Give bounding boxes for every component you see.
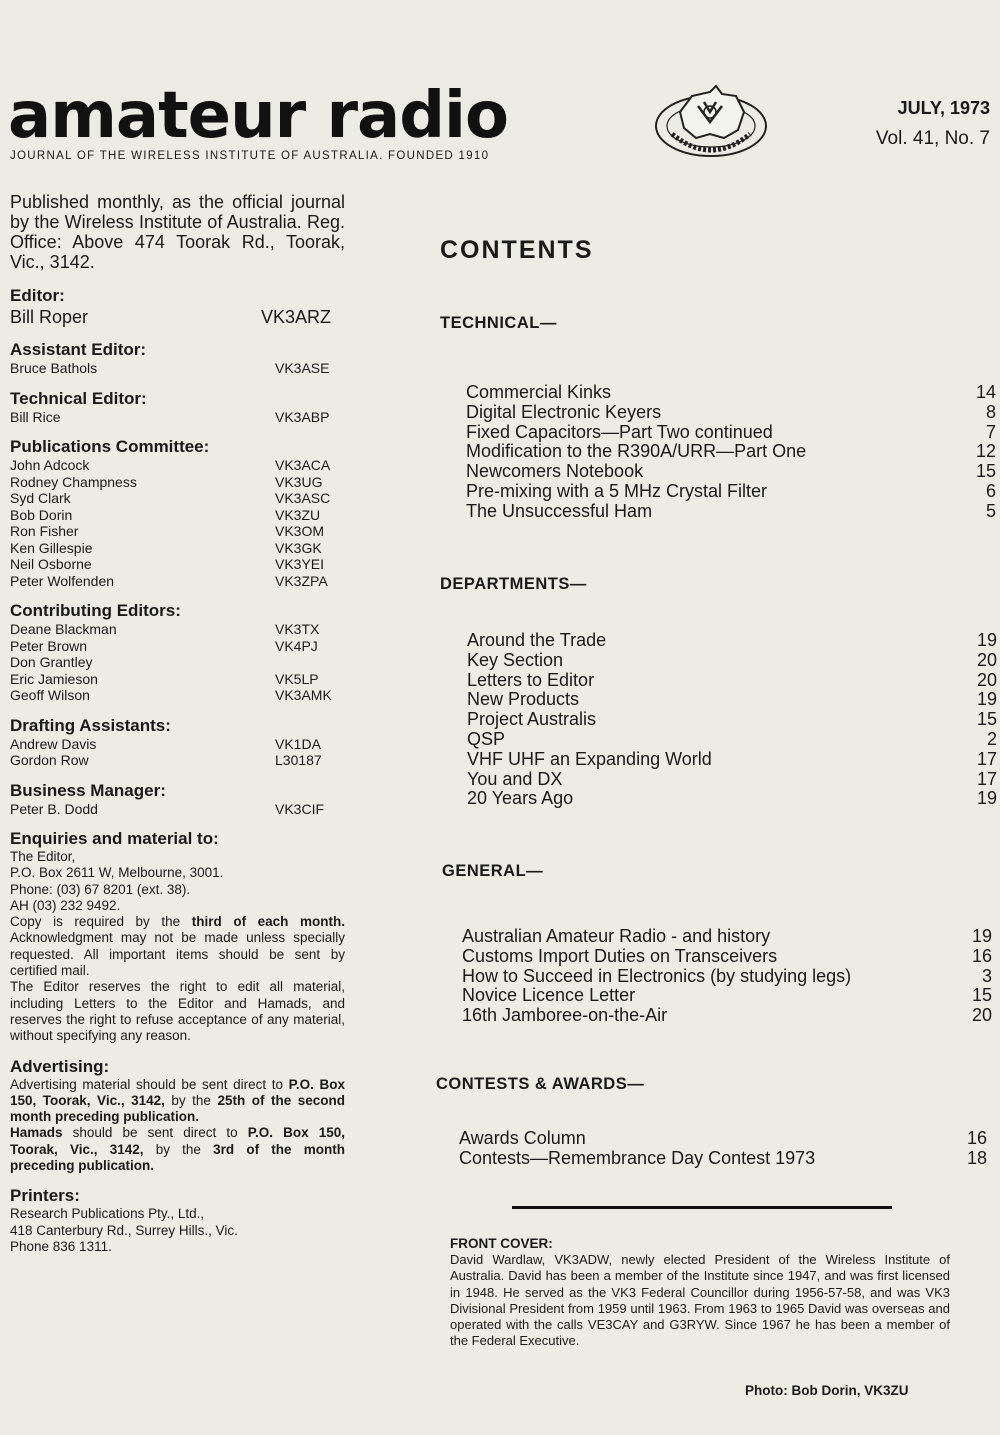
technical-editor-section	[10, 389, 345, 426]
staff-call: VK3OM	[275, 523, 325, 539]
entry-page: 16	[971, 945, 992, 966]
staff-call	[275, 654, 345, 671]
entry-page: 8	[985, 401, 996, 422]
entry-title: Customs Import Duties on Transceivers	[462, 945, 778, 966]
text-run-bold: P.O. Box 150, Toorak, Vic., 3142,	[10, 1076, 345, 1108]
entry-title: The Unsuccessful Ham	[466, 500, 653, 521]
entry-page: 12	[975, 441, 996, 462]
entry-page: 19	[976, 630, 997, 650]
staff-call: VK1DA	[275, 735, 321, 752]
entry-page: 19	[976, 689, 997, 710]
masthead-title: amateur radio	[8, 79, 508, 153]
staff-row	[10, 457, 345, 474]
copy-deadline-note	[10, 914, 345, 979]
entry-page: 7	[985, 421, 996, 442]
staff-row	[10, 306, 345, 328]
entry-title: Letters to Editor	[467, 669, 595, 690]
section-heading: Contributing Editors:	[10, 601, 181, 620]
toc-entry[interactable]	[466, 383, 996, 403]
printers-section	[10, 1186, 345, 1255]
entry-title: Novice Licence Letter	[462, 985, 636, 1006]
entry-title: Awards Column	[459, 1128, 586, 1148]
entry-title: Digital Electronic Keyers	[466, 401, 662, 422]
entry-title: Commercial Kinks	[466, 382, 612, 402]
toc-entry[interactable]	[459, 1129, 987, 1149]
toc-entry[interactable]	[466, 462, 996, 482]
entry-page: 3	[981, 965, 992, 986]
staff-call: VK3ASC	[275, 490, 331, 506]
staff-name: Bill Roper	[10, 307, 89, 327]
toc-entry[interactable]	[467, 671, 997, 691]
printer-line: 418 Canterbury Rd., Surrey Hills., Vic.	[10, 1222, 238, 1238]
entry-page: 15	[975, 461, 996, 482]
text-run: Acknowledgment may not be made unless specially requested. All important items should be sent by certified mail.	[10, 930, 345, 979]
staff-row	[10, 736, 345, 753]
text-run-bold: Hamads	[10, 1125, 63, 1141]
printer-line: Research Publications Pty., Ltd.,	[10, 1206, 205, 1222]
entry-page: 5	[985, 500, 996, 521]
text-run-bold: 25th of the second month preceding publication.	[10, 1092, 346, 1125]
staff-name: Ken Gillespie	[10, 539, 93, 556]
text-run: Copy is required by the	[10, 914, 192, 930]
staff-row	[10, 671, 345, 688]
entry-page: 16	[966, 1128, 987, 1148]
entry-title: VHF UHF an Expanding World	[467, 748, 712, 769]
printer-line: Phone 836 1311.	[10, 1238, 112, 1254]
staff-row	[10, 573, 345, 590]
staff-row	[10, 540, 345, 557]
staff-name: Ron Fisher	[10, 523, 79, 539]
issue-volume: Vol. 41, No. 7	[875, 128, 990, 149]
staff-row	[10, 801, 345, 818]
toc-entry[interactable]	[462, 986, 992, 1006]
toc-entry[interactable]	[467, 789, 997, 809]
staff-row	[10, 687, 345, 704]
staff-call: VK3ASE	[275, 360, 330, 376]
entry-page: 20	[971, 1005, 992, 1026]
address-line: The Editor,	[10, 849, 76, 864]
issue-date: JULY, 1973	[897, 98, 990, 118]
address-line: P.O. Box 2611 W, Melbourne, 3001.	[10, 865, 224, 881]
staff-name: Deane Blackman	[10, 621, 117, 637]
entry-page: 19	[971, 926, 992, 946]
section-heading: Publications Committee:	[10, 437, 210, 456]
staff-call: VK4PJ	[275, 637, 318, 654]
staff-row	[10, 474, 345, 491]
divider-rule	[512, 1206, 892, 1209]
entry-title: 16th Jamboree-on-the-Air	[462, 1005, 668, 1026]
text-run: by the	[164, 1092, 218, 1108]
entry-title: New Products	[467, 689, 580, 710]
editor-section	[10, 286, 345, 328]
staff-call: L30187	[275, 752, 322, 768]
staff-name: Don Grantley	[10, 654, 93, 670]
entry-page: 17	[976, 768, 997, 789]
front-cover-heading: FRONT COVER:	[450, 1236, 553, 1251]
staff-call: VK3GK	[275, 539, 322, 556]
masthead-column	[10, 192, 345, 1267]
staff-name: Andrew Davis	[10, 735, 97, 752]
entry-page: 17	[976, 748, 997, 769]
staff-call: VK3ACA	[275, 457, 331, 473]
toc-entry[interactable]	[467, 770, 997, 790]
toc-entry[interactable]	[467, 710, 997, 730]
contests-list	[459, 1129, 987, 1169]
text-run: should be sent direct to	[62, 1125, 248, 1141]
staff-name: John Adcock	[10, 457, 90, 473]
category-technical: TECHNICAL—	[440, 314, 557, 332]
staff-call: VK3ZPA	[275, 572, 328, 589]
staff-call: VK3AMK	[275, 687, 332, 703]
entry-page: 2	[986, 728, 997, 749]
entry-title: Australian Amateur Radio - and history	[462, 926, 771, 946]
entry-page: 19	[976, 788, 997, 809]
entry-page: 20	[976, 669, 997, 690]
staff-call: VK3ZU	[275, 506, 321, 523]
toc-entry[interactable]	[467, 690, 997, 710]
front-cover-caption	[450, 1236, 950, 1350]
entry-title: 20 Years Ago	[467, 788, 574, 809]
staff-name: Eric Jamieson	[10, 670, 98, 687]
entry-page: 15	[976, 709, 997, 730]
entry-page: 20	[976, 649, 997, 670]
staff-row	[10, 507, 345, 524]
staff-name: Peter Brown	[10, 637, 88, 654]
departments-list	[467, 631, 997, 809]
staff-row	[10, 409, 345, 426]
toc-entry[interactable]	[467, 631, 997, 651]
staff-call: VK3ABP	[275, 408, 330, 425]
entry-title: QSP	[467, 728, 506, 749]
staff-name: Neil Osborne	[10, 556, 92, 572]
staff-call: VK5LP	[275, 670, 319, 687]
staff-call: VK3ARZ	[261, 307, 332, 327]
enquiries-section	[10, 829, 345, 1045]
staff-name: Bruce Bathols	[10, 360, 98, 376]
staff-row	[10, 621, 345, 638]
text-run-bold: 3rd of the month preceding publication.	[10, 1141, 345, 1174]
toc-entry[interactable]	[462, 947, 992, 967]
text-run-bold: third of each month.	[191, 914, 345, 930]
section-heading: Business Manager:	[10, 780, 166, 800]
front-cover-text: David Wardlaw, VK3ADW, newly elected President of the Wireless Institute of Australia. David has been a member of the Institute since 1947, and was first licensed in 1948. He served as the VK3 Federal Councillor during 1956-57-58, and was VK3 Divisional President from 1959 until 1963. From 1963 to 1965 David was overseas and operated with the calls VE3CAY and G3RYW. Since 1967 he has been a member of the Federal Executive.	[450, 1252, 950, 1349]
entry-page: 18	[966, 1147, 987, 1168]
section-heading: Assistant Editor:	[10, 340, 147, 359]
entry-title: Project Australis	[467, 709, 597, 730]
entry-page: 14	[975, 382, 996, 402]
toc-entry[interactable]	[467, 730, 997, 750]
photo-credit: Photo: Bob Dorin, VK3ZU	[745, 1383, 909, 1398]
toc-entry[interactable]	[459, 1149, 987, 1169]
address-line: AH (03) 232 9492.	[10, 897, 121, 913]
entry-title: How to Succeed in Electronics (by studying legs)	[462, 965, 852, 986]
staff-name: Syd Clark	[10, 490, 71, 506]
wia-emblem-icon	[652, 82, 770, 162]
staff-row	[10, 360, 345, 377]
contents-title: CONTENTS	[440, 236, 594, 264]
entry-title: Newcomers Notebook	[466, 461, 644, 482]
hamads-note	[10, 1125, 345, 1174]
publications-committee-section	[10, 437, 345, 589]
assistant-editor-section	[10, 340, 345, 377]
toc-entry[interactable]	[462, 1006, 992, 1026]
staff-call: VK3CIF	[275, 800, 325, 817]
section-heading: Advertising:	[10, 1056, 110, 1076]
entry-title: You and DX	[467, 768, 563, 789]
address-line: Phone: (03) 67 8201 (ext. 38).	[10, 881, 191, 897]
entry-title: Contests—Remembrance Day Contest 1973	[459, 1147, 816, 1168]
section-heading: Printers:	[10, 1186, 80, 1206]
entry-title: Key Section	[467, 649, 564, 670]
section-heading: Technical Editor:	[10, 388, 147, 408]
text-run: Advertising material should be sent direct to	[10, 1076, 289, 1092]
section-heading: Enquiries and material to:	[10, 829, 219, 848]
staff-name: Bill Rice	[10, 408, 61, 425]
toc-entry[interactable]	[467, 651, 997, 671]
staff-row	[10, 654, 345, 671]
staff-name: Gordon Row	[10, 752, 89, 768]
advertising-note	[10, 1077, 345, 1126]
staff-call: VK3UG	[275, 473, 323, 490]
staff-row	[10, 638, 345, 655]
section-heading: Drafting Assistants:	[10, 715, 171, 735]
staff-name: Peter B. Dodd	[10, 800, 98, 817]
category-contests-awards: CONTESTS & AWARDS—	[436, 1075, 645, 1093]
entry-page: 6	[985, 480, 996, 501]
staff-name: Peter Wolfenden	[10, 572, 115, 589]
staff-call: VK3TX	[275, 621, 320, 637]
contributing-editors-section	[10, 601, 345, 704]
staff-call: VK3YEI	[275, 556, 325, 572]
text-run-bold: P.O. Box 150, Toorak, Vic., 3142,	[10, 1125, 346, 1157]
toc-entry[interactable]	[462, 927, 992, 947]
staff-row	[10, 490, 345, 507]
entry-title: Pre-mixing with a 5 MHz Crystal Filter	[466, 480, 768, 501]
staff-row	[10, 523, 345, 540]
general-list	[462, 927, 992, 1026]
masthead-subtitle: JOURNAL OF THE WIRELESS INSTITUTE OF AUSTRALIA. FOUNDED 1910	[10, 150, 490, 162]
category-departments: DEPARTMENTS—	[440, 575, 587, 593]
entry-title: Modification to the R390A/URR—Part One	[466, 441, 807, 462]
category-general: GENERAL—	[442, 862, 544, 880]
drafting-assistants-section	[10, 716, 345, 769]
staff-name: Rodney Champness	[10, 473, 137, 490]
toc-entry[interactable]	[466, 502, 996, 522]
toc-entry[interactable]	[466, 403, 996, 423]
toc-entry[interactable]	[466, 482, 996, 502]
toc-entry[interactable]	[466, 423, 996, 443]
staff-row	[10, 556, 345, 573]
text-run: by the	[143, 1141, 214, 1157]
entry-title: Fixed Capacitors—Part Two continued	[466, 421, 773, 442]
toc-entry[interactable]	[466, 442, 996, 462]
business-manager-section	[10, 781, 345, 818]
toc-entry[interactable]	[462, 967, 992, 987]
technical-list	[466, 383, 996, 522]
advertising-section	[10, 1057, 345, 1175]
toc-entry[interactable]	[467, 750, 997, 770]
entry-title: Around the Trade	[467, 630, 607, 650]
editor-rights-note: The Editor reserves the right to edit all material, including Letters to the Editor and Hamads, and reserves the right to refuse acceptance of any material, without specifying any reason.	[10, 979, 345, 1044]
staff-row	[10, 752, 345, 769]
entry-page: 15	[971, 985, 992, 1006]
staff-name: Geoff Wilson	[10, 687, 90, 703]
publisher-note: Published monthly, as the official journal by the Wireless Institute of Australia. Reg. Office: Above 474 Toorak Rd., Toorak, Vic., 3142.	[10, 192, 345, 272]
section-heading: Editor:	[10, 286, 65, 305]
staff-name: Bob Dorin	[10, 506, 73, 523]
